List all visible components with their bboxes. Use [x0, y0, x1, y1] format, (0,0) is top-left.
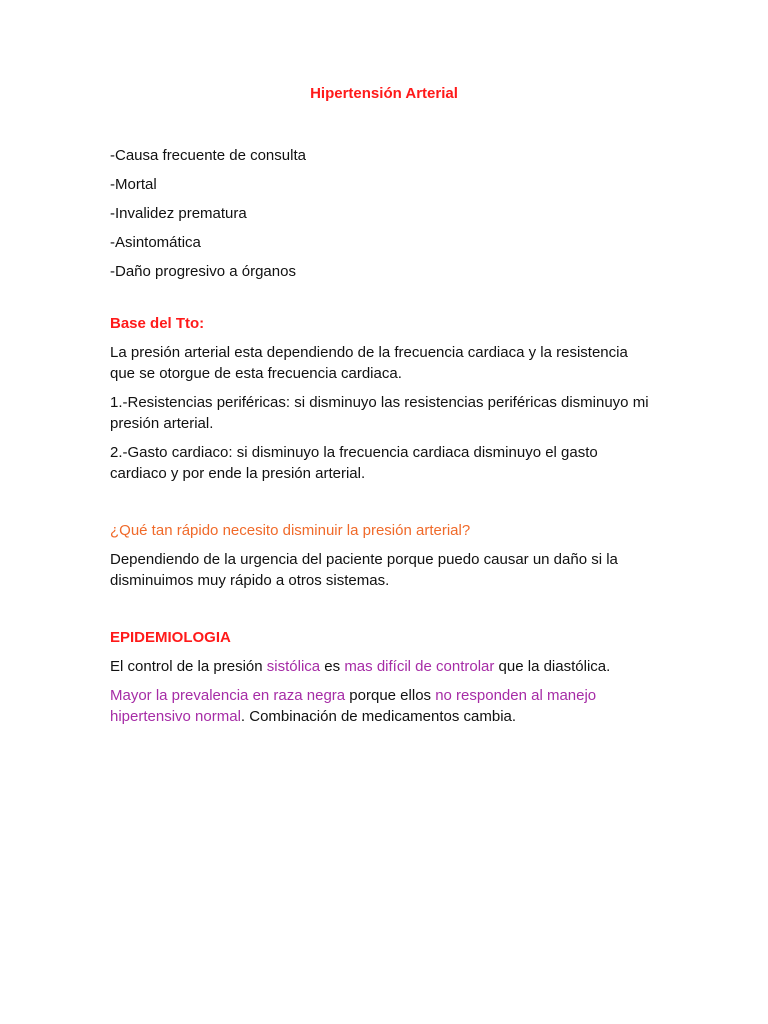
section-heading-question: ¿Qué tan rápido necesito disminuir la presión arterial?	[110, 522, 471, 539]
paragraph: La presión arterial esta dependiendo de la frecuencia cardiaca y la resistencia que se otorgue de esta frecuencia cardiaca.	[110, 344, 628, 382]
text-run: es	[320, 658, 345, 675]
text-run: . Combinación de medicamentos cambia.	[240, 708, 517, 725]
list-item: -Causa frecuente de consulta	[110, 147, 306, 164]
list-item: -Asintomática	[110, 234, 201, 251]
paragraph: Dependiendo de la urgencia del paciente porque puedo causar un daño si la disminuimos muy rápido a otros sistemas.	[110, 551, 618, 589]
list-item: -Invalidez prematura	[110, 205, 247, 222]
section-heading-base: Base del Tto:	[110, 315, 205, 332]
document-body	[110, 145, 655, 735]
text-run: que la diastólica.	[494, 658, 611, 675]
paragraph	[110, 685, 655, 727]
paragraph	[110, 656, 655, 677]
section-heading-epidemiology: EPIDEMIOLOGIA	[110, 629, 231, 646]
list-item: -Mortal	[110, 176, 157, 193]
paragraph: 1.-Resistencias periféricas: si disminuyo las resistencias periféricas disminuyo mi presión arterial.	[110, 394, 649, 432]
highlight-text: Mayor la prevalencia en raza negra	[110, 687, 346, 704]
text-run: El control de la presión	[110, 658, 267, 675]
bullet-list	[110, 145, 655, 282]
list-item: -Daño progresivo a órganos	[110, 263, 296, 280]
highlight-text: no responden al manejo hipertensivo normal	[110, 687, 597, 725]
document-title: Hipertensión Arterial	[310, 85, 458, 102]
highlight-text: sistólica	[266, 658, 321, 675]
highlight-text: mas difícil de controlar	[344, 658, 495, 675]
paragraph: 2.-Gasto cardiaco: si disminuyo la frecuencia cardiaca disminuyo el gasto cardiaco y por ende la presión arterial.	[110, 444, 598, 482]
text-run: porque ellos	[345, 687, 436, 704]
